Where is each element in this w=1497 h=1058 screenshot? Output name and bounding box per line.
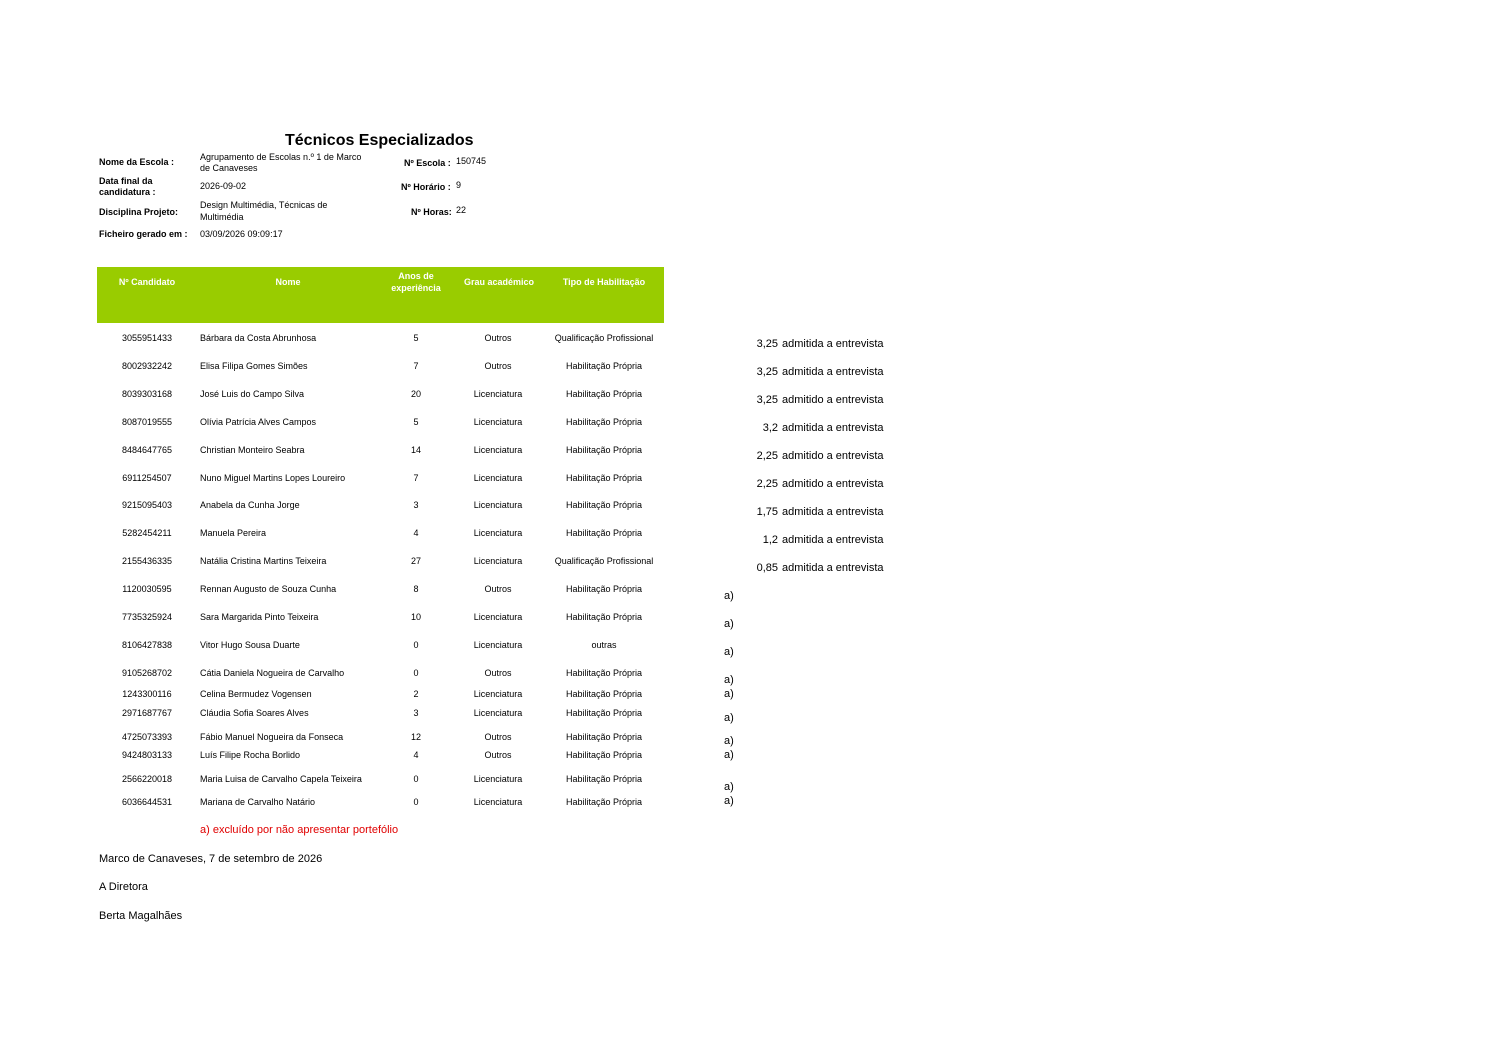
place-date: Marco de Canaveses, 7 de setembro de 2026	[99, 853, 323, 865]
cell-degree: Licenciatura	[473, 528, 523, 538]
cell-experience: 2	[413, 689, 419, 699]
cell-candidate-number: 2971687767	[121, 708, 173, 718]
cell-experience: 12	[410, 732, 421, 742]
cell-qualification: Habilitação Própria	[565, 689, 643, 699]
cell-qualification: Habilitação Própria	[565, 584, 643, 594]
exclusion-note: a)	[724, 674, 734, 686]
cell-experience: 5	[413, 333, 419, 343]
header-experience-line2: experiência	[391, 283, 441, 293]
school-name-label: Nome da Escola :	[99, 157, 175, 167]
cell-degree: Outros	[484, 584, 512, 594]
cell-experience: 3	[413, 708, 419, 718]
cell-experience: 4	[413, 750, 419, 760]
cell-candidate-number: 6036644531	[121, 797, 173, 807]
cell-degree: Licenciatura	[473, 389, 523, 399]
cell-candidate-number: 7735325924	[121, 612, 173, 622]
result-status: admitida a entrevista	[782, 338, 884, 350]
header-qualification: Tipo de Habilitação	[562, 277, 646, 287]
result-status: admitida a entrevista	[782, 366, 884, 378]
cell-degree: Licenciatura	[473, 500, 523, 510]
cell-name: Manuela Pereira	[200, 528, 267, 538]
result-status: admitido a entrevista	[782, 478, 884, 490]
result-status: admitida a entrevista	[782, 422, 884, 434]
cell-qualification: Habilitação Própria	[565, 528, 643, 538]
cell-candidate-number: 5282454211	[122, 528, 172, 538]
generated-value: 03/09/2026 09:09:17	[200, 229, 283, 239]
cell-candidate-number: 8087019555	[121, 417, 173, 427]
result-status: admitido a entrevista	[782, 394, 884, 406]
cell-qualification: Habilitação Própria	[565, 732, 643, 742]
cell-experience: 0	[413, 774, 419, 784]
discipline-label: Disciplina Projeto:	[99, 207, 179, 217]
cell-name: Sara Margarida Pinto Teixeira	[200, 612, 319, 622]
cell-qualification: outras	[591, 640, 617, 650]
result-score: 3,25	[756, 366, 778, 378]
cell-degree: Licenciatura	[473, 774, 523, 784]
cell-candidate-number: 1120030595	[122, 584, 172, 594]
cell-qualification: Habilitação Própria	[565, 708, 643, 718]
cell-qualification: Habilitação Própria	[565, 361, 643, 371]
cell-candidate-number: 9105268702	[121, 668, 173, 678]
cell-name: Fábio Manuel Nogueira da Fonseca	[200, 732, 344, 742]
signature-name: Berta Magalhães	[99, 910, 183, 922]
cell-qualification: Habilitação Própria	[565, 774, 643, 784]
exclusion-note: a)	[724, 688, 734, 700]
cell-candidate-number: 4725073393	[121, 732, 173, 742]
cell-candidate-number: 8484647765	[121, 445, 173, 455]
cell-experience: 3	[413, 500, 419, 510]
generated-label: Ficheiro gerado em :	[99, 229, 188, 239]
header-experience-line1: Anos de	[398, 271, 434, 281]
hours-label: Nº Horas:	[411, 207, 452, 217]
cell-qualification: Habilitação Própria	[565, 389, 643, 399]
hours-value: 22	[456, 205, 467, 215]
cell-candidate-number: 1243300116	[122, 689, 172, 699]
cell-name: Olívia Patrícia Alves Campos	[200, 417, 317, 427]
cell-experience: 14	[410, 445, 421, 455]
cell-degree: Licenciatura	[473, 797, 523, 807]
cell-degree: Licenciatura	[473, 708, 523, 718]
exclusion-note: a)	[724, 781, 734, 793]
cell-degree: Outros	[484, 668, 512, 678]
result-status: admitida a entrevista	[782, 534, 884, 546]
exclusion-note: a)	[724, 590, 734, 602]
exclusion-note: a)	[724, 712, 734, 724]
cell-qualification: Habilitação Própria	[565, 417, 643, 427]
cell-experience: 27	[410, 556, 421, 566]
signature-role: A Diretora	[99, 881, 148, 893]
cell-experience: 0	[413, 640, 419, 650]
deadline-value: 2026-09-02	[200, 181, 247, 191]
deadline-label-line1: Data final da	[99, 176, 153, 186]
result-score: 2,25	[756, 450, 778, 462]
cell-experience: 0	[413, 797, 419, 807]
cell-degree: Licenciatura	[473, 417, 523, 427]
cell-degree: Licenciatura	[473, 640, 523, 650]
cell-degree: Licenciatura	[473, 556, 523, 566]
result-score: 1,75	[756, 506, 778, 518]
result-status: admitida a entrevista	[782, 562, 884, 574]
cell-degree: Outros	[484, 333, 512, 343]
cell-name: José Luis do Campo Silva	[200, 389, 305, 399]
result-score: 3,25	[756, 394, 778, 406]
cell-experience: 5	[413, 417, 419, 427]
exclusion-note: a)	[724, 749, 734, 761]
cell-candidate-number: 8002932242	[121, 361, 173, 371]
cell-name: Luís Filipe Rocha Borlido	[200, 750, 301, 760]
cell-degree: Outros	[484, 750, 512, 760]
cell-qualification: Habilitação Própria	[565, 797, 643, 807]
cell-candidate-number: 8039303168	[121, 389, 173, 399]
cell-name: Cláudia Sofia Soares Alves	[200, 708, 309, 718]
exclusion-note: a)	[724, 618, 734, 630]
cell-name: Maria Luisa de Carvalho Capela Teixeira	[200, 774, 362, 784]
cell-name: Rennan Augusto de Souza Cunha	[200, 584, 337, 594]
cell-candidate-number: 9215095403	[121, 500, 173, 510]
cell-degree: Licenciatura	[473, 445, 523, 455]
cell-candidate-number: 8106427838	[121, 640, 173, 650]
exclusion-note: a)	[724, 795, 734, 807]
cell-experience: 10	[410, 612, 421, 622]
result-score: 3,2	[762, 422, 778, 434]
cell-experience: 4	[413, 528, 419, 538]
school-name-value-line1: Agrupamento de Escolas n.º 1 de Marco	[200, 152, 362, 162]
result-score: 3,25	[756, 338, 778, 350]
result-score: 1,2	[762, 534, 778, 546]
header-candidate-number: Nº Candidato	[118, 277, 176, 287]
schedule-number-label: Nº Horário :	[401, 182, 451, 192]
page-title: Técnicos Especializados	[285, 132, 474, 149]
cell-degree: Licenciatura	[473, 612, 523, 622]
cell-experience: 8	[413, 584, 419, 594]
cell-qualification: Habilitação Própria	[565, 500, 643, 510]
cell-qualification: Habilitação Própria	[565, 612, 643, 622]
school-number-value: 150745	[456, 156, 487, 166]
header-name: Nome	[275, 277, 301, 287]
result-status: admitido a entrevista	[782, 450, 884, 462]
cell-experience: 7	[413, 361, 419, 371]
cell-name: Elisa Filipa Gomes Simões	[200, 361, 308, 371]
cell-qualification: Qualificação Profissional	[554, 333, 654, 343]
cell-name: Anabela da Cunha Jorge	[200, 500, 300, 510]
result-status: admitida a entrevista	[782, 506, 884, 518]
cell-experience: 20	[410, 389, 421, 399]
exclusion-footnote: a) excluído por não apresentar portefólio	[200, 824, 399, 836]
school-name-value-line2: de Canaveses	[200, 163, 258, 173]
cell-candidate-number: 2566220018	[121, 774, 173, 784]
cell-experience: 0	[413, 668, 419, 678]
cell-experience: 7	[413, 473, 419, 483]
result-score: 0,85	[756, 562, 778, 574]
cell-qualification: Qualificação Profissional	[554, 556, 654, 566]
cell-degree: Outros	[484, 732, 512, 742]
cell-qualification: Habilitação Própria	[565, 668, 643, 678]
cell-candidate-number: 3055951433	[121, 333, 173, 343]
cell-candidate-number: 6911254507	[122, 473, 172, 483]
cell-degree: Licenciatura	[473, 689, 523, 699]
exclusion-note: a)	[724, 735, 734, 747]
cell-name: Christian Monteiro Seabra	[200, 445, 305, 455]
header-degree: Grau académico	[463, 277, 535, 287]
cell-candidate-number: 9424803133	[121, 750, 173, 760]
exclusion-note: a)	[724, 646, 734, 658]
cell-qualification: Habilitação Própria	[565, 750, 643, 760]
cell-name: Bárbara da Costa Abrunhosa	[200, 333, 317, 343]
cell-candidate-number: 2155436335	[121, 556, 173, 566]
cell-qualification: Habilitação Própria	[565, 445, 643, 455]
result-score: 2,25	[756, 478, 778, 490]
cell-qualification: Habilitação Própria	[565, 473, 643, 483]
deadline-label-line2: candidatura :	[99, 187, 156, 197]
cell-name: Celina Bermudez Vogensen	[200, 689, 312, 699]
cell-name: Cátia Daniela Nogueira de Carvalho	[200, 668, 345, 678]
discipline-value-line2: Multimédia	[200, 212, 244, 222]
cell-degree: Outros	[484, 361, 512, 371]
cell-name: Nuno Miguel Martins Lopes Loureiro	[200, 473, 346, 483]
discipline-value-line1: Design Multimédia, Técnicas de	[200, 200, 328, 210]
school-number-label: Nº Escola :	[404, 158, 451, 168]
cell-degree: Licenciatura	[473, 473, 523, 483]
schedule-number-value: 9	[456, 180, 462, 190]
cell-name: Vitor Hugo Sousa Duarte	[200, 640, 300, 650]
cell-name: Natália Cristina Martins Teixeira	[200, 556, 327, 566]
cell-name: Mariana de Carvalho Natário	[200, 797, 316, 807]
